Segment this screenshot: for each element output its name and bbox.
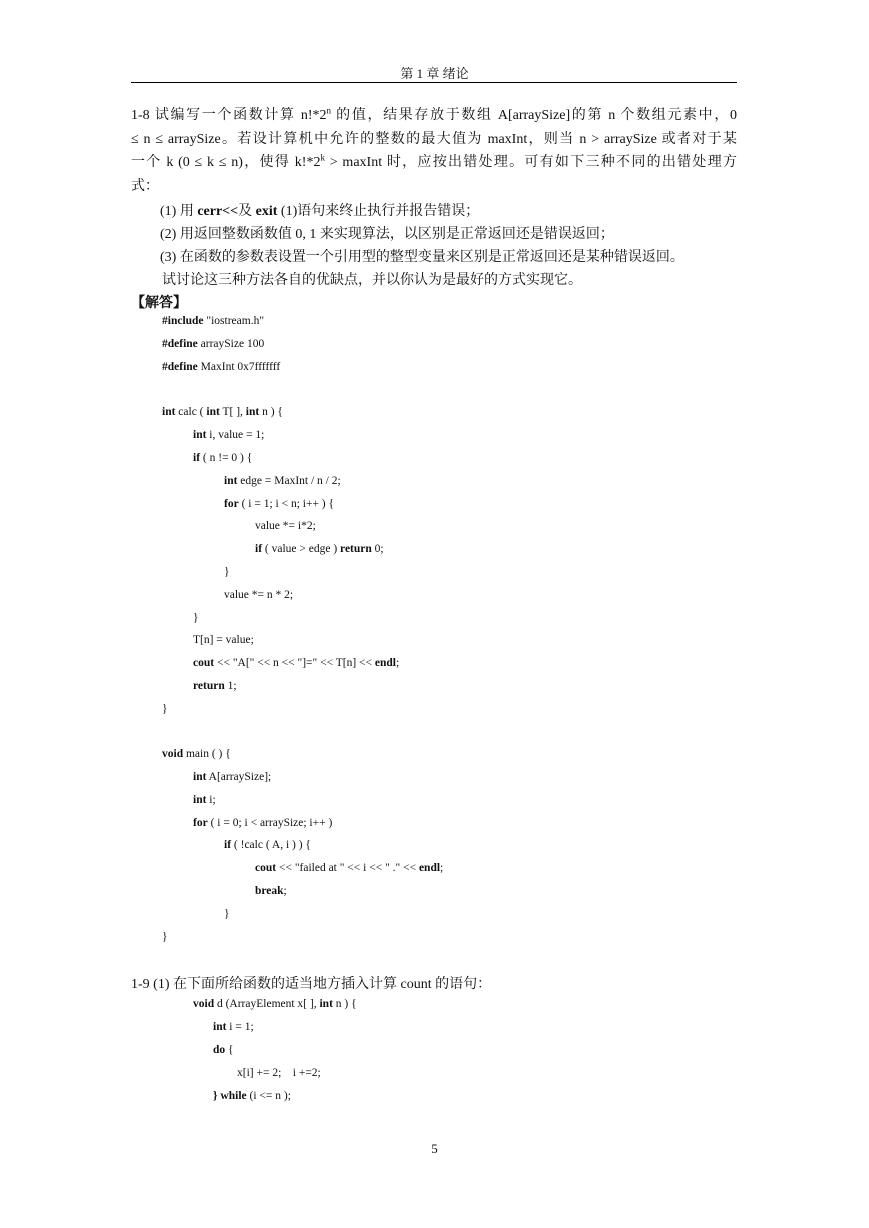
code-line: #include "iostream.h": [162, 315, 265, 327]
option-1: (1) 用 cerr<<及 exit (1)语句来终止执行并报告错误；: [160, 204, 480, 219]
code-line: int edge = MaxInt / n / 2;: [224, 475, 341, 487]
code-line: void d (ArrayElement x[ ], int n ) {: [193, 998, 357, 1010]
code-line: int i;: [193, 794, 216, 806]
problem-line-2: ≤ n ≤ arraySize。若设计算机中允许的整数的最大值为 maxInt，则当 n > arraySize 或者对于某: [131, 131, 737, 147]
code-line: do {: [213, 1044, 234, 1056]
option-3: (3) 在函数的参数表设置一个引用型的整型变量来区别是正常返回还是某种错误返回。: [160, 250, 684, 265]
problem-1-8-text: [131, 104, 737, 198]
answer-label: 【解答】: [131, 296, 187, 311]
code-line: return 1;: [193, 680, 237, 692]
header-rule: [131, 82, 737, 83]
code-line: x[i] += 2; i +=2;: [237, 1067, 321, 1079]
code-line: cout << "failed at " << i << " ." << endl;: [255, 862, 444, 874]
code-line: value *= n * 2;: [224, 589, 294, 601]
problem-1-9-text: 1-9 (1) 在下面所给函数的适当地方插入计算 count 的语句：: [131, 977, 492, 992]
option-2: (2) 用返回整数函数值 0, 1 来实现算法，以区别是正常返回还是错误返回；: [160, 227, 614, 242]
code-line: void main ( ) {: [162, 748, 231, 760]
problem-line-4: 式：: [131, 178, 159, 194]
page-number: 5: [431, 1141, 438, 1156]
discussion-text: 试讨论这三种方法各自的优缺点，并以你认为是最好的方式实现它。: [162, 273, 582, 288]
code-line: cout << "A[" << n << "]=" << T[n] << endl;: [193, 657, 400, 669]
running-header: 第 1 章 绪论: [400, 66, 469, 81]
code-line: #define MaxInt 0x7fffffff: [162, 361, 281, 373]
code-line: }: [162, 931, 168, 943]
code-line: value *= i*2;: [255, 520, 316, 532]
code-line: }: [224, 566, 230, 578]
code-line: #define arraySize 100: [162, 338, 265, 350]
code-line: for ( i = 0; i < arraySize; i++ ): [193, 817, 333, 829]
code-line: }: [162, 703, 168, 715]
code-line: }: [193, 612, 199, 624]
code-line: if ( n != 0 ) {: [193, 452, 253, 464]
code-line: int A[arraySize];: [193, 771, 272, 783]
code-line: }: [224, 908, 230, 920]
code-line: int i = 1;: [213, 1021, 254, 1033]
code-line: if ( !calc ( A, i ) ) {: [224, 839, 311, 851]
code-line: break;: [255, 885, 287, 897]
code-line: int calc ( int T[ ], int n ) {: [162, 406, 283, 418]
code-line: int i, value = 1;: [193, 429, 265, 441]
code-line: if ( value > edge ) return 0;: [255, 543, 384, 555]
code-line: T[n] = value;: [193, 634, 254, 646]
code-line: } while (i <= n );: [213, 1090, 291, 1102]
problem-line-1: 1-8 试编写一个函数计算 n!*2$^n$ 的值，结果存放于数组 A[arraySize]的第 n 个数组元素中，0: [131, 105, 737, 123]
code-line: for ( i = 1; i < n; i++ ) {: [224, 498, 335, 510]
problem-line-3: 一个 k (0 ≤ k ≤ n)，使得 $k!*2^k$ > maxInt 时，应按出错处理。可有如下三种不同的出错处理方: [131, 152, 737, 170]
